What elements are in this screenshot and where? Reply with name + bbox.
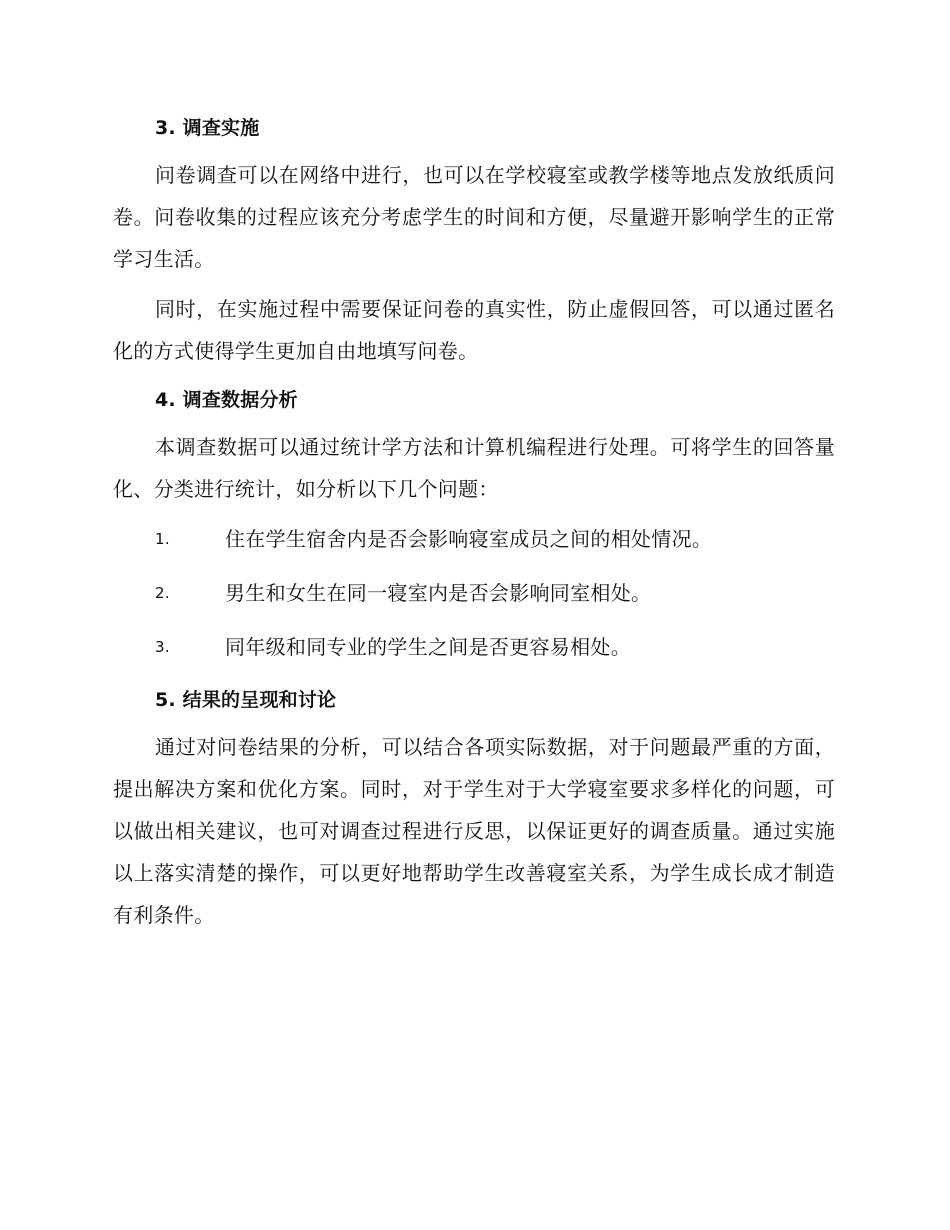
list-item-text: 住在学生宿舍内是否会影响寝室成员之间的相处情况。 (225, 527, 713, 551)
list-item-number: 2. (155, 584, 170, 602)
document-body (113, 108, 835, 944)
section-heading-results-discussion: 5. 结果的呈现和讨论 (155, 689, 337, 711)
list-item (113, 518, 835, 560)
paragraph: 本调查数据可以通过统计学方法和计算机编程进行处理。可将学生的回答量化、分类进行统计，如分析以下几个问题： (113, 435, 835, 501)
paragraph: 通过对问卷结果的分析，可以结合各项实际数据，对于问题最严重的方面，提出解决方案和优化方案。同时，对于学生对于大学寝室要求多样化的问题，可以做出相关建议，也可对调查过程进行反思，以保证更好的调查质量。通过实施以上落实清楚的操作，可以更好地帮助学生改善寝室关系，为学生成长成才制造有利条件。 (113, 735, 835, 927)
analysis-question-list (113, 518, 835, 668)
paragraph: 问卷调查可以在网络中进行，也可以在学校寝室或教学楼等地点发放纸质问卷。问卷收集的过程应该充分考虑学生的时间和方便，尽量避开影响学生的正常学习生活。 (113, 163, 835, 271)
list-item (113, 572, 835, 614)
list-item-number: 1. (155, 530, 170, 548)
list-item-text: 同年级和同专业的学生之间是否更容易相处。 (225, 635, 631, 659)
section-heading-data-analysis: 4. 调查数据分析 (155, 389, 298, 411)
list-item (113, 626, 835, 668)
section-heading-survey-implementation: 3. 调查实施 (155, 117, 260, 139)
paragraph: 同时，在实施过程中需要保证问卷的真实性，防止虚假回答，可以通过匿名化的方式使得学生更加自由地填写问卷。 (113, 297, 835, 363)
list-item-number: 3. (155, 638, 170, 656)
list-item-text: 男生和女生在同一寝室内是否会影响同室相处。 (225, 581, 652, 605)
